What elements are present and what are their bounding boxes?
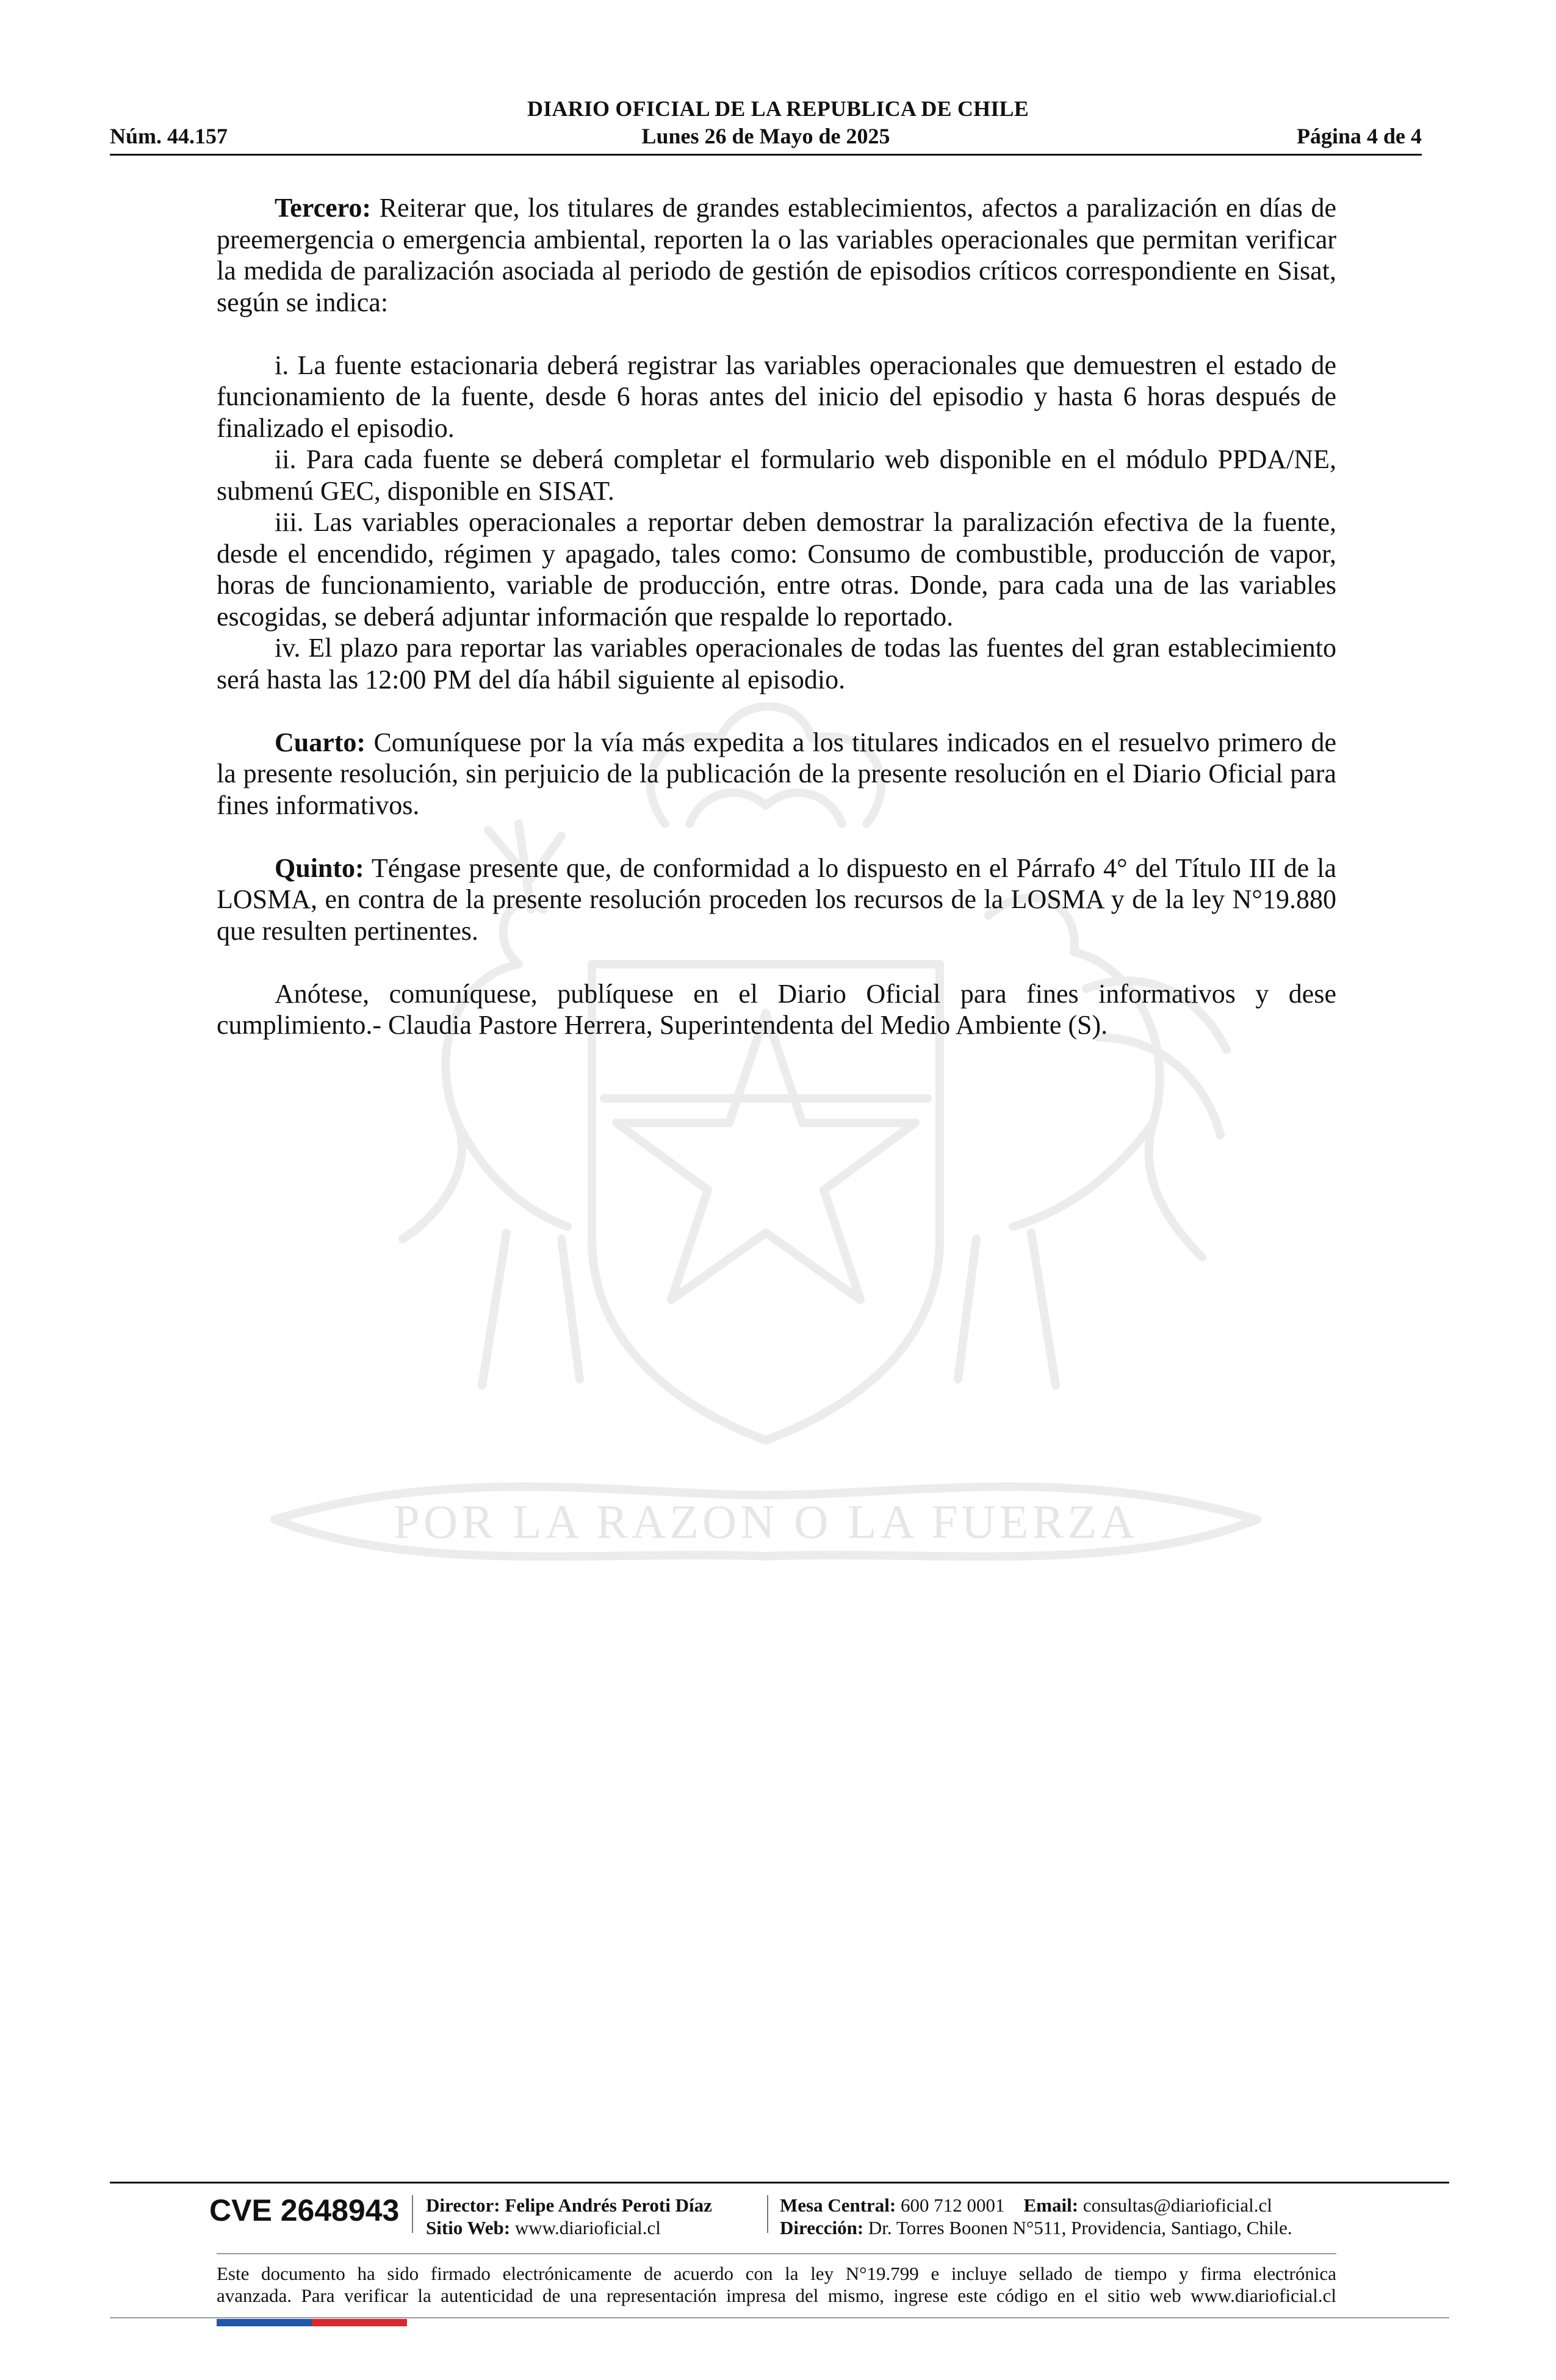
- paragraph-cuarto: [217, 727, 1336, 821]
- issue-date: Lunes 26 de Mayo de 2025: [641, 124, 890, 148]
- newspaper-title: DIARIO OFICIAL DE LA REPUBLICA DE CHILE: [527, 96, 1029, 121]
- footer-divider-top: [110, 2182, 1449, 2183]
- list-item-iv: iv. El plazo para reportar las variables operacionales de todas las fuentes del gran establecimiento será hasta las 12:00 PM del día hábil siguiente al episodio.: [217, 633, 1336, 694]
- mesa-value: 600 712 0001: [896, 2194, 1005, 2216]
- coat-of-arms-motto: POR LA RAZON O LA FUERZA: [393, 1495, 1139, 1548]
- footer-divider-bottom: [110, 2317, 1449, 2318]
- mesa-label: Mesa Central:: [780, 2194, 896, 2216]
- quinto-label: Quinto:: [275, 853, 364, 883]
- paragraph-quinto: [217, 853, 1336, 947]
- footer-contact-block: [780, 2194, 1292, 2239]
- site-label: Sitio Web:: [426, 2217, 511, 2238]
- list-item-ii: ii. Para cada fuente se deberá completar el formulario web disponible en el módulo PPDA/NE, submenú GEC, disponible en SISAT.: [217, 444, 1336, 506]
- list-item-i: i. La fuente estacionaria deberá registrar las variables operacionales que demuestren el estado de funcionamiento de la fuente, desde 6 horas antes del inicio del episodio y hasta 6 horas después de finalizado el episodio.: [217, 350, 1336, 443]
- footer-separator: [767, 2195, 768, 2233]
- electronic-signature-note: [217, 2263, 1336, 2307]
- address-label: Dirección:: [780, 2217, 864, 2238]
- flag-blue-segment: [217, 2319, 312, 2326]
- quinto-text: Téngase presente que, de conformidad a lo dispuesto en el Párrafo 4° del Título III de la LOSMA, en contra de la presente resolución proceden los recursos de la LOSMA y de la ley N°19.880 que resulten pertinentes.: [217, 853, 1336, 946]
- header-divider: [110, 154, 1422, 156]
- cve-code: CVE 2648943: [209, 2193, 400, 2227]
- list-item-iii: iii. Las variables operacionales a reportar deben demostrar la paralización efectiva de la fuente, desde el encendido, régimen y apagado, tales como: Consumo de combustible, producción de vapor, horas de funcionamiento, variable de producción, entre otras. Donde, para cada una de las variables escogidas, se deberá adjuntar información que respalde lo reportado.: [217, 507, 1336, 632]
- address-value: Dr. Torres Boonen N°511, Providencia, Santiago, Chile.: [863, 2217, 1292, 2238]
- paragraph-closing: Anótese, comuníquese, publíquese en el Diario Oficial para fines informativos y dese cumplimiento.- Claudia Pastore Herrera, Superintendenta del Medio Ambiente (S).: [217, 978, 1336, 1040]
- site-value: www.diarioficial.cl: [510, 2217, 661, 2238]
- director-value: Felipe Andrés Peroti Díaz: [500, 2194, 712, 2216]
- paragraph-tercero: [217, 192, 1336, 318]
- cuarto-label: Cuarto:: [275, 727, 366, 757]
- flag-color-bar: [217, 2319, 407, 2326]
- email-label: Email:: [1023, 2194, 1079, 2216]
- footer-separator: [412, 2195, 413, 2233]
- page-number: Página 4 de 4: [1296, 124, 1422, 148]
- tercero-label: Tercero:: [275, 193, 372, 223]
- footer-divider-middle: [217, 2253, 1336, 2254]
- cuarto-text: Comuníquese por la vía más expedita a los titulares indicados en el resuelvo primero de la presente resolución, sin perjuicio de la publicación de la presente resolución en el Diario Oficial para fines informativos.: [217, 727, 1336, 820]
- director-label: Director:: [426, 2194, 500, 2216]
- flag-red-segment: [312, 2319, 407, 2326]
- signature-note-line-2: avanzada. Para verificar la autenticidad de una representación impresa del mismo, ingrese este código en el sitio web www.diarioficial.cl: [217, 2285, 1336, 2306]
- email-value: consultas@diarioficial.cl: [1078, 2194, 1272, 2216]
- tercero-text: Reiterar que, los titulares de grandes establecimientos, afectos a paralización en días de preemergencia o emergencia ambiental, reporten la o las variables operacionales que permitan verificar la medida de paralización asociada al periodo de gestión de episodios críticos correspondiente en Sisat, según se indica:: [217, 193, 1336, 317]
- header-row: [110, 123, 1422, 150]
- resolution-body: [217, 192, 1336, 1041]
- footer-director-block: [426, 2194, 712, 2239]
- signature-note-line-1: Este documento ha sido firmado electrónicamente de acuerdo con la ley N°19.799 e incluye sellado de tiempo y firma electrónica: [217, 2263, 1336, 2284]
- issue-number: Núm. 44.157: [110, 124, 228, 148]
